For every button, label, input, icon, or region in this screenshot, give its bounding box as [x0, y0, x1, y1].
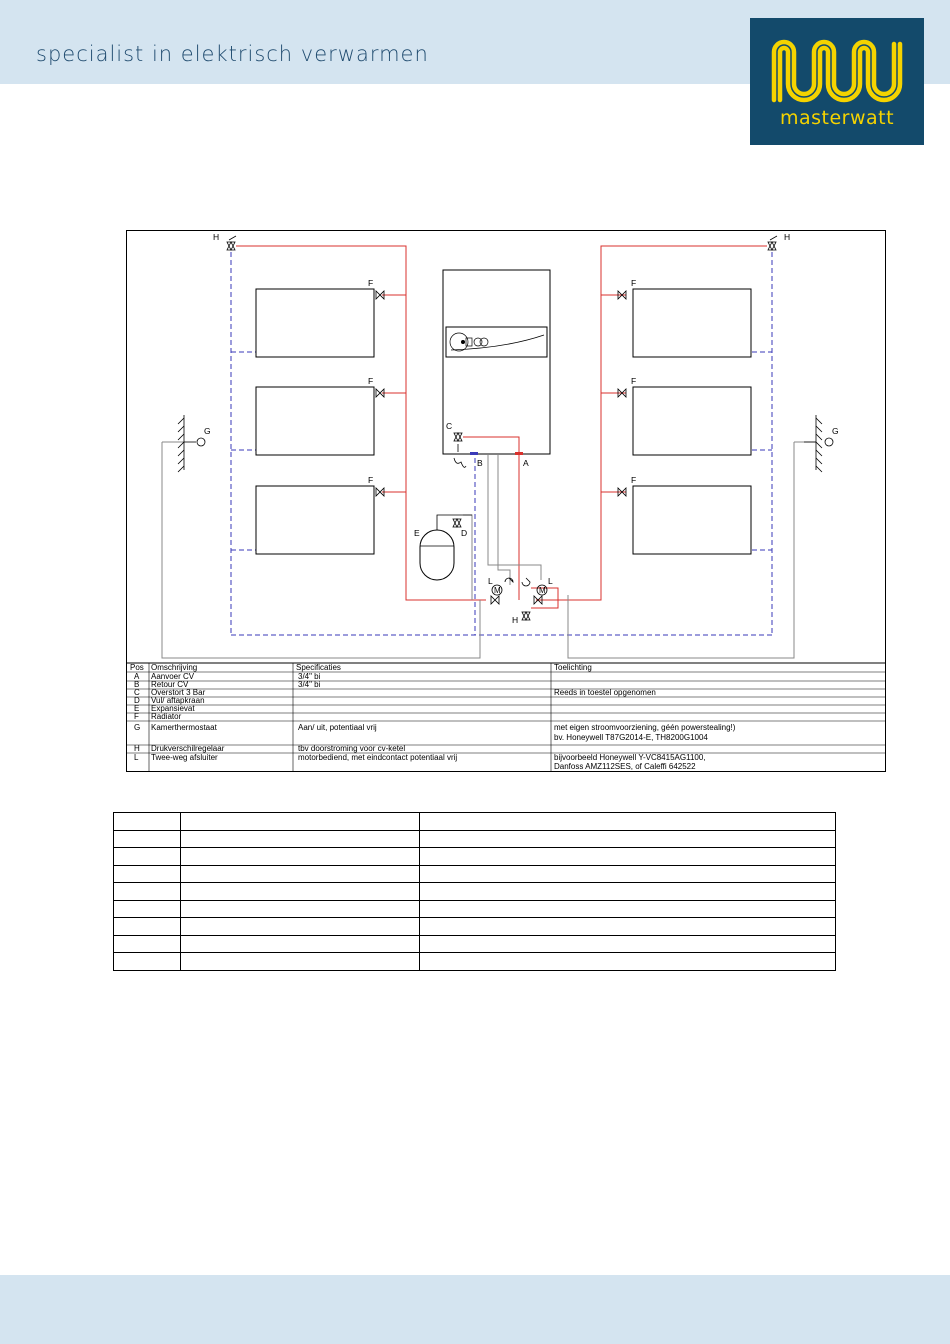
legend-desc: Aanvoer CV [151, 672, 195, 681]
legend-desc: Overstort 3 Bar [151, 688, 206, 697]
label-h: H [512, 615, 519, 625]
legend-desc: Vul/ aftapkraan [151, 696, 205, 705]
legend-header-desc: Omschrijving [151, 663, 198, 672]
radiator [633, 387, 751, 455]
legend-note: Reeds in toestel opgenomen [554, 688, 656, 697]
tagline: specialist in elektrisch verwarmen [36, 42, 429, 66]
legend-pos: G [134, 723, 141, 732]
radiator [256, 387, 374, 455]
bypass-valve-icon [522, 612, 530, 620]
legend-table [126, 663, 885, 771]
table-row [114, 900, 836, 918]
table-row [114, 883, 836, 901]
legend-pos: E [134, 704, 140, 713]
legend-desc: Radiator [151, 712, 182, 721]
table-row [114, 830, 836, 848]
table-row [114, 953, 836, 971]
legend-spec: Aan/ uit, potentiaal vrij [298, 723, 377, 732]
label-f: F [631, 278, 637, 288]
label-d: D [461, 528, 468, 538]
fill-valve-icon [453, 519, 461, 527]
expansion-vessel [420, 530, 454, 580]
pressure-valve-icon [227, 236, 777, 250]
table-row [114, 918, 836, 936]
boiler-unit [443, 270, 550, 454]
label-e: E [414, 528, 420, 538]
legend-pos: F [134, 712, 139, 721]
legend-desc: Retour CV [151, 680, 189, 689]
legend-desc: Expansievat [151, 704, 195, 713]
legend-desc: Kamerthermostaat [151, 723, 217, 732]
logo-text: masterwatt [779, 107, 895, 129]
table-row [114, 865, 836, 883]
footer-band [0, 1275, 950, 1344]
legend-pos: A [134, 672, 140, 681]
legend-pos: C [134, 688, 140, 697]
legend-note: bv. Honeywell T87G2014-E, TH8200G1004 [554, 733, 708, 742]
legend-note: met eigen stroomvoorziening, géén powerstealing!) [554, 723, 736, 732]
label-l: L [548, 576, 553, 586]
label-f: F [368, 376, 374, 386]
overflow-valve-icon [454, 433, 466, 467]
return-piping [231, 252, 772, 635]
legend-header-pos: Pos [130, 663, 144, 672]
legend-spec: 3/4" bi [298, 680, 321, 689]
legend-spec: 3/4" bi [298, 672, 321, 681]
label-a: A [523, 458, 529, 468]
legend-spec: tbv doorstroming voor cv-ketel [298, 744, 406, 753]
label-f: F [631, 376, 637, 386]
label-h: H [213, 232, 220, 242]
legend-desc: Drukverschilregelaar [151, 744, 225, 753]
label-b: B [477, 458, 483, 468]
legend-note: bijvoorbeeld Honeywell Y-VC8415AG1100, [554, 753, 706, 762]
return-connector [470, 452, 478, 455]
legend-header-spec: Specificaties [296, 663, 341, 672]
label-h: H [784, 232, 791, 242]
radiator [633, 289, 751, 357]
table-row [114, 813, 836, 831]
table-row [114, 848, 836, 866]
room-thermostat-icon [178, 415, 833, 472]
supply-connector [515, 452, 523, 455]
empty-table [113, 812, 836, 971]
legend-note: Danfoss AMZ112SES, of Caleffi 642522 [554, 762, 696, 771]
radiator [633, 486, 751, 554]
label-c: C [446, 421, 453, 431]
radiator [256, 486, 374, 554]
label-l: L [488, 576, 493, 586]
legend-spec: motorbediend, met eindcontact potentiaal vrij [298, 753, 458, 762]
label-f: F [368, 475, 374, 485]
heating-schematic [126, 230, 887, 772]
legend-pos: D [134, 696, 140, 705]
legend-header-note: Toelichting [554, 663, 592, 672]
label-g: G [204, 426, 211, 436]
label-f: F [368, 278, 374, 288]
svg-text:M: M [539, 586, 546, 595]
label-f: F [631, 475, 637, 485]
masterwatt-logo [750, 18, 924, 145]
legend-desc: Twee-weg afsluiter [151, 753, 218, 762]
radiator-valve-icon [376, 291, 626, 496]
legend-pos: B [134, 680, 140, 689]
legend-pos: L [134, 753, 139, 762]
boiler-indicator-icon [461, 340, 465, 344]
radiator [256, 289, 374, 357]
legend-pos: H [134, 744, 140, 753]
thermostat-wiring [162, 442, 816, 658]
label-g: G [832, 426, 839, 436]
svg-text:M: M [494, 586, 501, 595]
table-row [114, 935, 836, 953]
